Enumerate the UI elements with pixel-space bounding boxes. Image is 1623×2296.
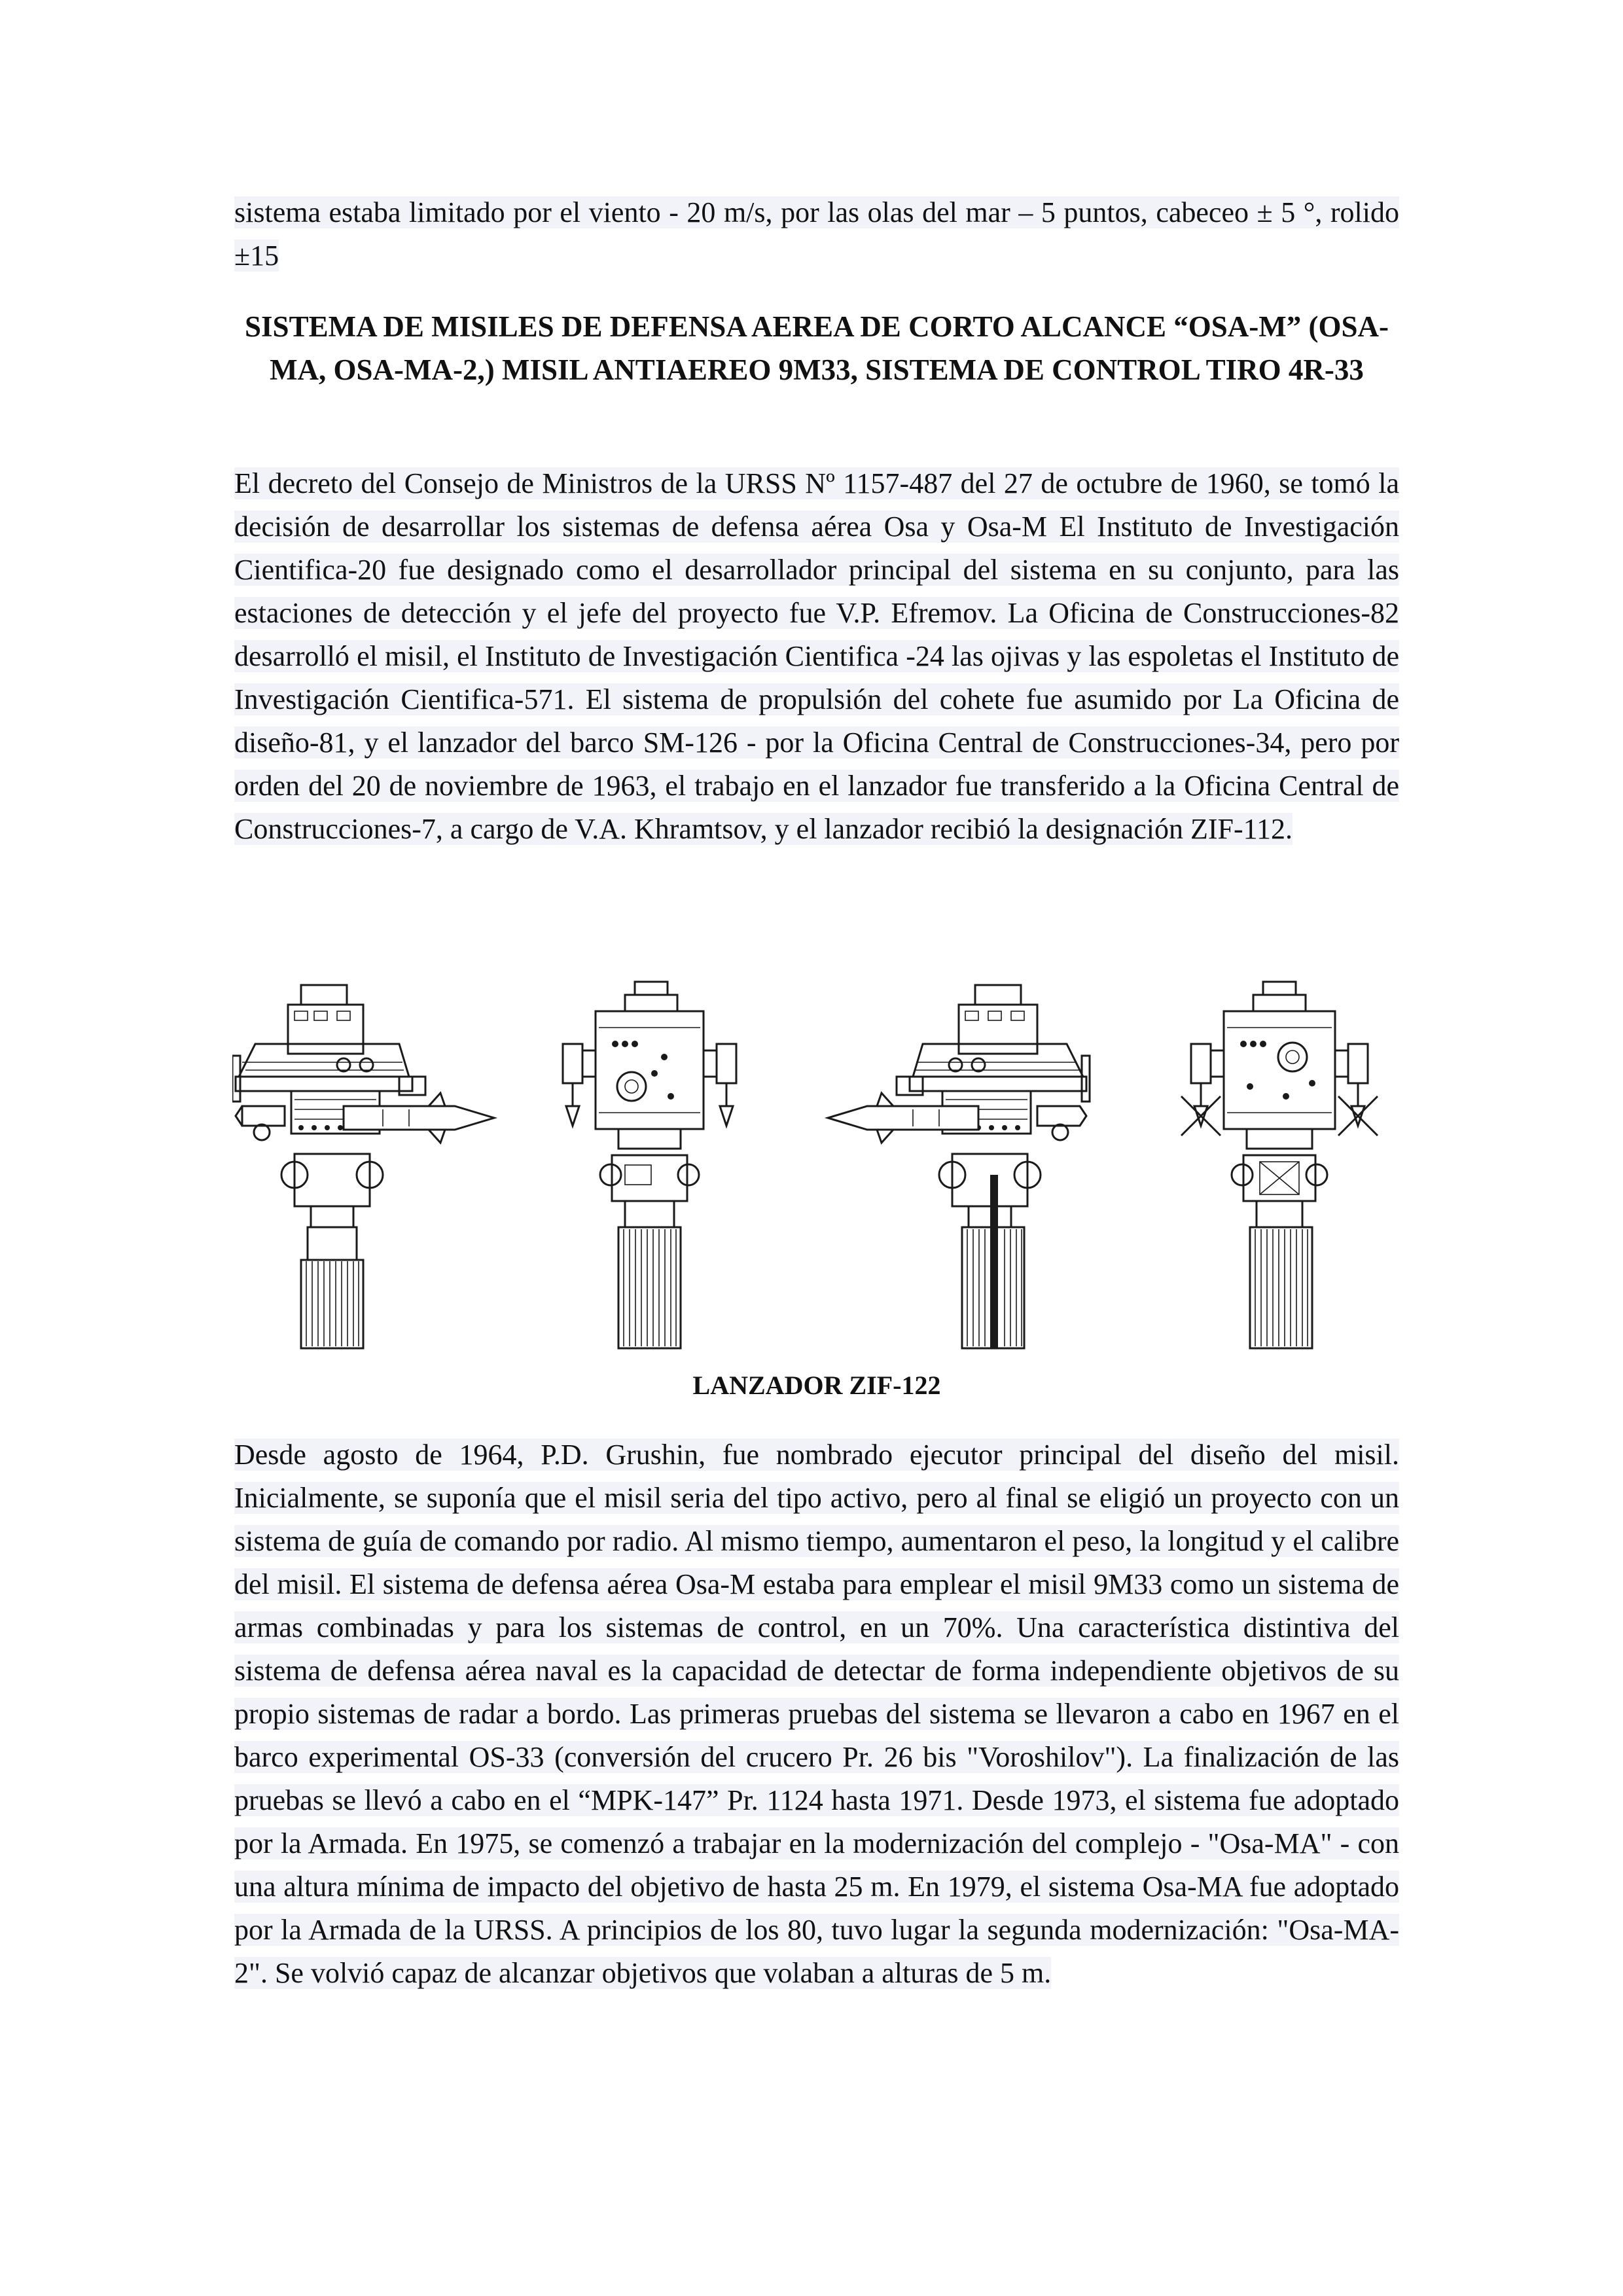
launcher-side-view-left <box>828 985 1090 1348</box>
launcher-drawings-figure <box>232 978 1404 1352</box>
paragraph-decree <box>234 462 1399 851</box>
intro-paragraph <box>234 191 1399 278</box>
launcher-rear-view <box>1181 982 1378 1348</box>
launcher-side-view-right <box>232 985 494 1348</box>
intro-text: sistema estaba limitado por el viento - 20 m/s, por las olas del mar – 5 puntos, cabeceo ± 5 °, rolido ±15 <box>234 196 1399 272</box>
paragraph-development-text: Desde agosto de 1964, P.D. Grushin, fue nombrado ejecutor principal del diseño del misil. Inicialmente, se suponía que el misil seria del tipo activo, pero al final se eligió un proyecto con un sistema de guía de comando por radio. Al mismo tiempo, aumentaron el peso, la longitud y el calibre del misil. El sistema de defensa aérea Osa-M estaba para emplear el misil 9M33 como un sistema de armas combinadas y para los sistemas de control, en un 70%. Una característica distintiva del sistema de defensa aérea naval es la capacidad de detectar de forma independiente objetivos de su propio sistemas de radar a bordo. Las primeras pruebas del sistema se llevaron a cabo en 1967 en el barco experimental OS-33 (conversión del crucero Pr. 26 bis "Voroshilov"). La finalización de las pruebas se llevó a cabo en el “MPK-147” Pr. 1124 hasta 1971. Desde 1973, el sistema fue adoptado por la Armada. En 1975, se comenzó a trabajar en la modernización del complejo - "Osa-MA" - con una altura mínima de impacto del objetivo de hasta 25 m. En 1979, el sistema Osa-MA fue adoptado por la Armada de la URSS. A principios de los 80, tuvo lugar la segunda modernización: "Osa-MA-2". Se volvió capaz de alcanzar objetivos que volaban a alturas de 5 m. <box>234 1439 1399 1989</box>
paragraph-development <box>234 1433 1399 1995</box>
figure-caption: LANZADOR ZIF-122 <box>692 1371 941 1400</box>
paragraph-decree-text: El decreto del Consejo de Ministros de la URSS Nº 1157-487 del 27 de octubre de 1960, se tomó la decisión de desarrollar los sistemas de defensa aérea Osa y Osa-M El Instituto de Investigación Cientifica-20 fue designado como el desarrollador principal del sistema en su conjunto, para las estaciones de detección y el jefe del proyecto fue V.P. Efremov. La Oficina de Construcciones-82 desarrolló el misil, el Instituto de Investigación Cientifica -24 las ojivas y las espoletas el Instituto de Investigación Cientifica-571. El sistema de propulsión del cohete fue asumido por La Oficina de diseño-81, y el lanzador del barco SM-126 - por la Oficina Central de Construcciones-34, pero por orden del 20 de noviembre de 1963, el trabajo en el lanzador fue transferido a la Oficina Central de Construcciones-7, a cargo de V.A. Khramtsov, y el lanzador recibió la designación ZIF-112. <box>234 467 1399 845</box>
section-title: SISTEMA DE MISILES DE DEFENSA AEREA DE CORTO ALCANCE “OSA-M” (OSA-MA, OSA-MA-2,) MISIL ANTIAEREO 9M33, SISTEMA DE CONTROL TIRO 4R-33 <box>245 310 1389 386</box>
launcher-front-view <box>563 982 736 1348</box>
